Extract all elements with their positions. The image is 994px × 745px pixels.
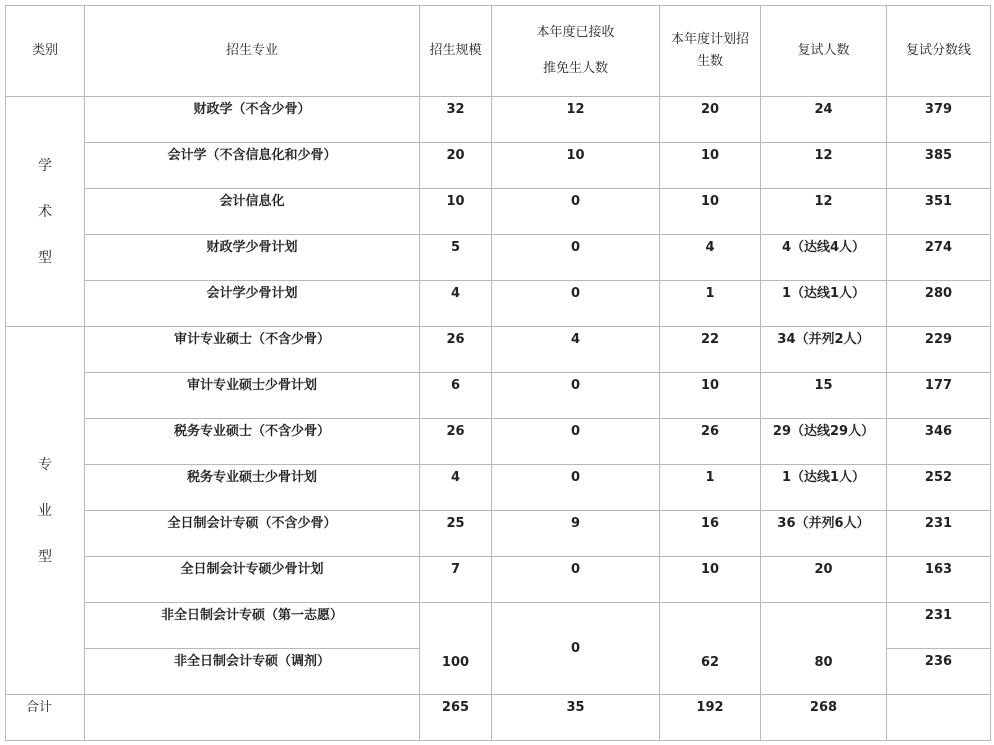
- header-scale: 招生规模: [420, 6, 492, 97]
- header-received-line1: 本年度已接收: [536, 25, 615, 40]
- cell-major: 会计学（不含信息化和少骨）: [85, 143, 420, 189]
- cell-received: 9: [492, 511, 660, 557]
- cell-retest: 4（达线4人）: [761, 235, 887, 281]
- cell-planned: 4: [660, 235, 761, 281]
- table-row: [6, 189, 991, 235]
- header-planned: [660, 6, 761, 97]
- cell-score: 229: [887, 327, 991, 373]
- total-received: 35: [492, 695, 660, 741]
- cell-major: 全日制会计专硕少骨计划: [85, 557, 420, 603]
- total-score-empty: [887, 695, 991, 741]
- cell-received: 0: [492, 281, 660, 327]
- cell-score: 163: [887, 557, 991, 603]
- cell-scale: 4: [420, 465, 492, 511]
- cell-scale: 32: [420, 97, 492, 143]
- table-row: [6, 603, 991, 649]
- cell-planned: 16: [660, 511, 761, 557]
- header-major: 招生专业: [85, 6, 420, 97]
- cell-planned: 10: [660, 557, 761, 603]
- cell-planned: 10: [660, 373, 761, 419]
- cell-received: 0: [492, 465, 660, 511]
- cell-planned: 1: [660, 465, 761, 511]
- header-received: [492, 6, 660, 97]
- cell-retest: 20: [761, 557, 887, 603]
- table-row: [6, 465, 991, 511]
- cell-score: 236: [887, 649, 991, 695]
- cell-received: 12: [492, 97, 660, 143]
- cell-retest: 1（达线1人）: [761, 465, 887, 511]
- cell-retest: 1（达线1人）: [761, 281, 887, 327]
- cell-major: 会计学少骨计划: [85, 281, 420, 327]
- cell-major: 税务专业硕士（不含少骨）: [85, 419, 420, 465]
- category-char: 学: [38, 157, 52, 174]
- cell-received: 0: [492, 373, 660, 419]
- cell-score: 177: [887, 373, 991, 419]
- header-planned-line1: 本年度计划招: [670, 32, 749, 47]
- cell-score: 379: [887, 97, 991, 143]
- total-retest: 268: [761, 695, 887, 741]
- cell-score: 231: [887, 603, 991, 649]
- header-row: [6, 6, 991, 97]
- cell-scale: 4: [420, 281, 492, 327]
- cell-planned-merged: 62: [660, 603, 761, 695]
- header-category: 类别: [6, 6, 85, 97]
- cell-major: 全日制会计专硕（不含少骨）: [85, 511, 420, 557]
- cell-retest: 34（并列2人）: [761, 327, 887, 373]
- total-row: [6, 695, 991, 741]
- cell-scale: 26: [420, 327, 492, 373]
- cell-received: 0: [492, 235, 660, 281]
- table-row: [6, 419, 991, 465]
- table-row: [6, 281, 991, 327]
- cell-scale: 7: [420, 557, 492, 603]
- header-received-line2: 推免生人数: [542, 61, 608, 76]
- table-row: [6, 143, 991, 189]
- table-row: [6, 557, 991, 603]
- header-planned-line2: 生数: [696, 54, 723, 69]
- cell-major: 税务专业硕士少骨计划: [85, 465, 420, 511]
- cell-scale: 20: [420, 143, 492, 189]
- cell-retest: 15: [761, 373, 887, 419]
- cell-planned: 20: [660, 97, 761, 143]
- cell-score: 252: [887, 465, 991, 511]
- cell-planned: 10: [660, 189, 761, 235]
- cell-received: 0: [492, 189, 660, 235]
- category-char: 术: [38, 203, 52, 220]
- cell-major: 财政学（不含少骨）: [85, 97, 420, 143]
- cell-scale: 25: [420, 511, 492, 557]
- cell-received: 10: [492, 143, 660, 189]
- cell-major-empty: [85, 695, 420, 741]
- cell-received: 0: [492, 557, 660, 603]
- cell-retest: 24: [761, 97, 887, 143]
- cell-score: 231: [887, 511, 991, 557]
- cell-received: 4: [492, 327, 660, 373]
- cell-planned: 1: [660, 281, 761, 327]
- cell-retest: 29（达线29人）: [761, 419, 887, 465]
- cell-major: 非全日制会计专硕（第一志愿）: [85, 603, 420, 649]
- total-planned: 192: [660, 695, 761, 741]
- cell-planned: 10: [660, 143, 761, 189]
- cell-score: 346: [887, 419, 991, 465]
- table-row: [6, 511, 991, 557]
- category-professional: [6, 327, 85, 695]
- cell-scale: 5: [420, 235, 492, 281]
- cell-received-merged: 0: [492, 603, 660, 695]
- table-row: [6, 327, 991, 373]
- total-label: 合计: [6, 695, 85, 741]
- cell-major: 会计信息化: [85, 189, 420, 235]
- cell-scale-merged: 100: [420, 603, 492, 695]
- table-row: [6, 97, 991, 143]
- cell-score: 385: [887, 143, 991, 189]
- cell-scale: 26: [420, 419, 492, 465]
- category-char: 专: [38, 456, 52, 473]
- header-retest-count: 复试人数: [761, 6, 887, 97]
- cell-major: 非全日制会计专硕（调剂）: [85, 649, 420, 695]
- cell-retest: 12: [761, 189, 887, 235]
- cell-major: 审计专业硕士少骨计划: [85, 373, 420, 419]
- cell-retest: 36（并列6人）: [761, 511, 887, 557]
- cell-major: 审计专业硕士（不含少骨）: [85, 327, 420, 373]
- cell-received: 0: [492, 419, 660, 465]
- table-row: [6, 235, 991, 281]
- cell-retest: 12: [761, 143, 887, 189]
- cell-planned: 22: [660, 327, 761, 373]
- header-retest-score: 复试分数线: [887, 6, 991, 97]
- cell-score: 280: [887, 281, 991, 327]
- cell-scale: 10: [420, 189, 492, 235]
- table-row: [6, 373, 991, 419]
- category-char: 型: [38, 548, 52, 565]
- cell-major: 财政学少骨计划: [85, 235, 420, 281]
- cell-planned: 26: [660, 419, 761, 465]
- cell-score: 274: [887, 235, 991, 281]
- category-academic: [6, 97, 85, 327]
- category-char: 型: [38, 249, 52, 266]
- admissions-table: [5, 5, 991, 741]
- cell-retest-merged: 80: [761, 603, 887, 695]
- cell-score: 351: [887, 189, 991, 235]
- cell-scale: 6: [420, 373, 492, 419]
- category-char: 业: [38, 502, 52, 519]
- total-scale: 265: [420, 695, 492, 741]
